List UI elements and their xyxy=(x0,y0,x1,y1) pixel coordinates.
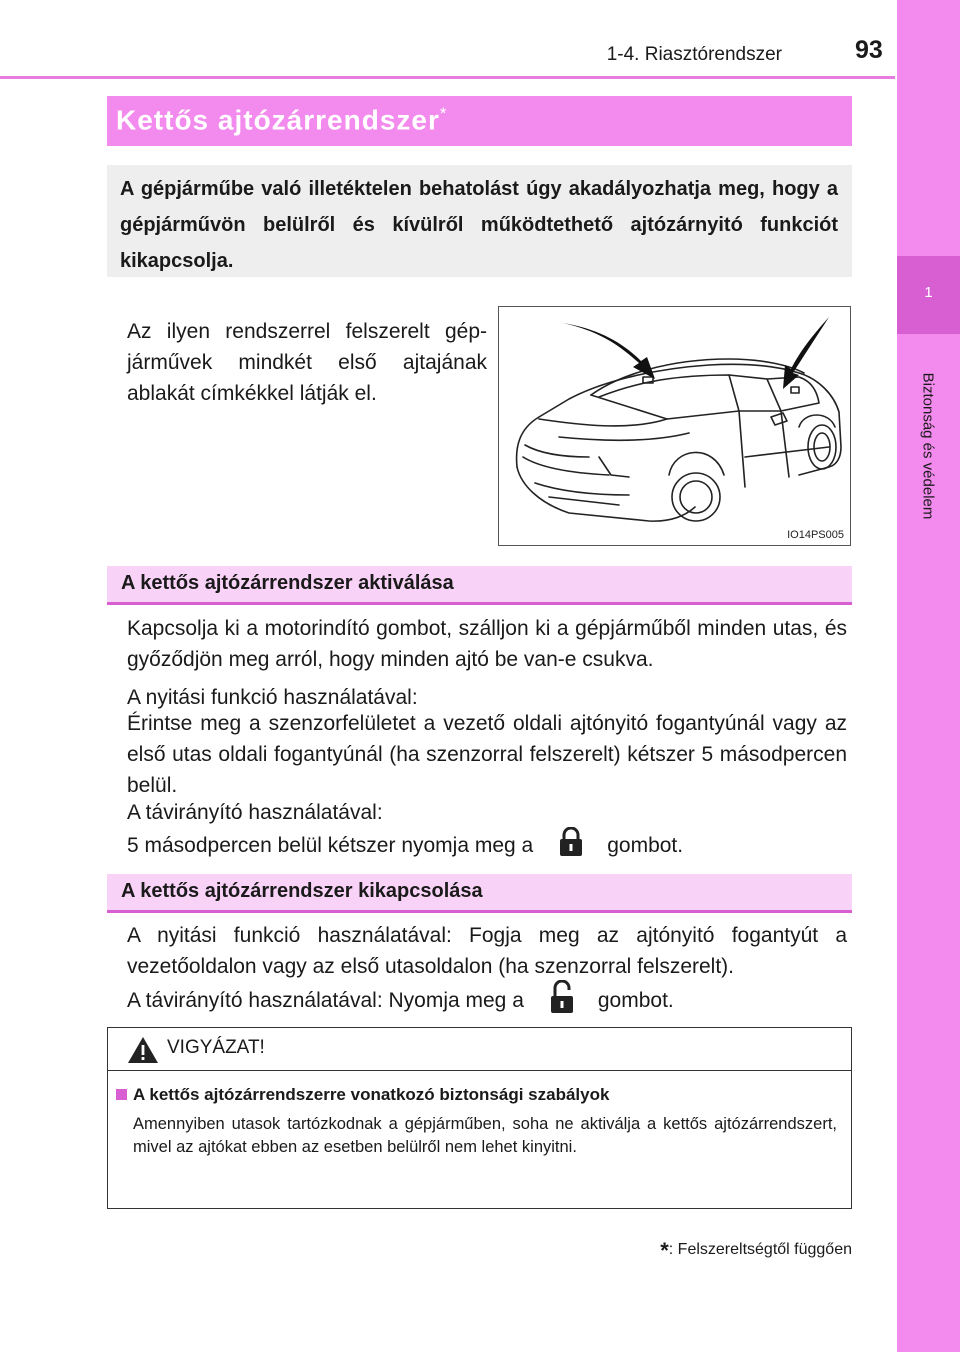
activation-paragraph: Kapcsolja ki a motorindító gombot, szálljon ki a gépjárműből minden utas, és győződjön meg arról, hogy minden ajtó be van-e csukva. xyxy=(127,617,847,671)
activation-remote-before: 5 másodpercen belül kétszer nyomja meg a xyxy=(127,834,534,858)
caution-divider xyxy=(108,1070,851,1071)
intro-text: A gépjárműbe való illetéktelen behatolást úgy akadályozhatja meg, hogy a gépjárművön belülről és kívülről működtethető ajtózárnyitó funkciót kikapcsolja. xyxy=(120,178,838,272)
title-asterisk: * xyxy=(439,104,448,123)
activation-subheading xyxy=(107,566,852,605)
activation-remote-text xyxy=(127,827,847,866)
footnote xyxy=(660,1238,852,1264)
activation-remote-after: gombot. xyxy=(607,834,684,858)
lock-icon xyxy=(559,827,583,866)
chapter-side-tab xyxy=(897,0,960,1352)
caution-label: VIGYÁZAT! xyxy=(167,1037,265,1058)
caution-body: Amennyiben utasok tartózkodnak a gépjárműben, soha ne aktiválja a kettős ajtózárrendszert, mivel az ajtókat ebben az esetben belülről nem lehet kinyitni. xyxy=(133,1115,837,1156)
car-illustration xyxy=(498,306,851,546)
deactivation-remote-before: A távirányító használatával: Nyomja meg a xyxy=(127,989,524,1013)
page-title-text: Kettős ajtózárrendszer xyxy=(116,104,440,136)
footnote-asterisk: * xyxy=(660,1238,669,1263)
activation-open-function-label: A nyitási funkció használatával: xyxy=(127,686,418,709)
page-title xyxy=(116,104,448,136)
deactivation-remote-after: gombot. xyxy=(597,989,674,1013)
car-drawing xyxy=(499,307,850,545)
deactivation-remote-text xyxy=(127,980,847,1023)
activation-remote-label: A távirányító használatával: xyxy=(127,801,383,824)
header-rule xyxy=(0,76,895,79)
chapter-title: Biztonság és védelem xyxy=(919,372,937,520)
chapter-number: 1 xyxy=(924,284,933,301)
caution-heading xyxy=(116,1085,609,1105)
page-number: 93 xyxy=(855,36,883,64)
deactivation-subheading xyxy=(107,874,852,913)
unlock-icon xyxy=(550,980,574,1023)
warning-triangle-icon xyxy=(127,1036,159,1069)
bullet-square-icon xyxy=(116,1089,127,1100)
deactivation-paragraph: A nyitási funkció használatával: Fogja meg az ajtónyitó fogantyút a vezetőoldalon vagy az első utasoldalon (ha szenzorral felszerelt). xyxy=(127,924,847,978)
footnote-text: : Felszereltségtől függően xyxy=(668,1241,852,1258)
section-title: 1-4. Riasztórendszer xyxy=(606,44,782,65)
activation-open-function-text: Érintse meg a szenzorfelületet a vezető oldali ajtónyitó fogantyúnál vagy az első utas oldali fogantyúnál (ha szenzorral felszerelt) kétszer 5 másodpercen belül. xyxy=(127,712,847,797)
deactivation-heading: A kettős ajtózárrendszer kikapcsolása xyxy=(121,880,483,902)
figure-code: IO14PS005 xyxy=(787,529,844,541)
caution-heading-text: A kettős ajtózárrendszerre vonatkozó biztonsági szabályok xyxy=(133,1085,610,1104)
activation-heading: A kettős ajtózárrendszer aktiválása xyxy=(121,572,454,594)
car-description: Az ilyen rendszerrel felszerelt gép-járművek mindkét első ajtajának ablakát címkékkel látják el. xyxy=(127,320,487,405)
